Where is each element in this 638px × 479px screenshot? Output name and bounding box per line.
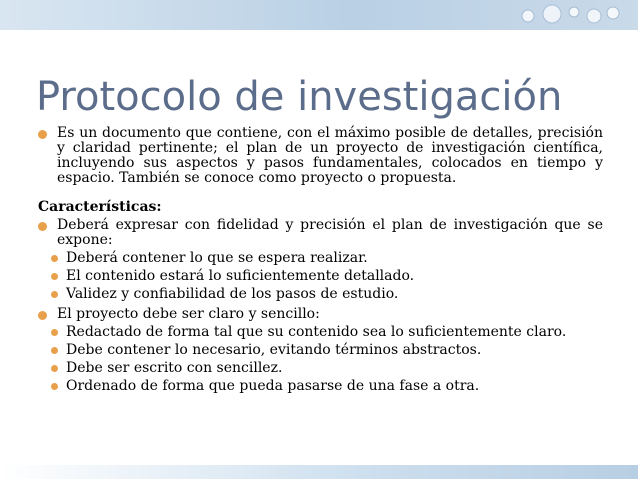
sub-point: Debe contener lo necesario, evitando términos abstractos. [51,343,603,358]
point-clarity: El proyecto debe ser claro y sencillo: [38,307,603,322]
decorative-circles [514,3,624,29]
slide-title: Protocolo de investigación [36,74,563,120]
sub-point: Validez y confiabilidad de los pasos de estudio. [51,287,603,302]
sub-point: Deberá contener lo que se espera realizar. [51,251,603,266]
slide-body [38,126,603,394]
sub-point: Debe ser escrito con sencillez. [51,361,603,376]
sub-point: El contenido estará lo suficientemente detallado. [51,269,603,284]
bottom-decorative-band [0,465,638,479]
sub-point: Redactado de forma tal que su contenido sea lo suficientemente claro. [51,325,603,340]
intro-paragraph: Es un documento que contiene, con el máximo posible de detalles, precisión y claridad pertinente; el plan de un proyecto de investigación científica, incluyendo sus aspectos y pasos fundamentales, colocados en tiempo y espacio. También se conoce como proyecto o propuesta. [38,126,603,186]
characteristics-heading: Características: [38,199,162,215]
sub-point: Ordenado de forma que pueda pasarse de una fase a otra. [51,379,603,394]
point-fidelity: Deberá expresar con fidelidad y precisión el plan de investigación que se expone: [38,218,603,248]
